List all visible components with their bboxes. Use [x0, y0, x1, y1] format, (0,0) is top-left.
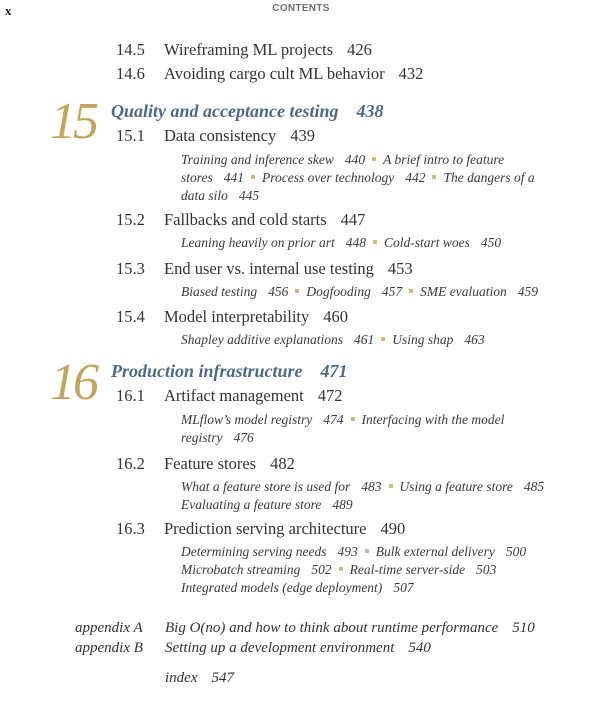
- subsection-title[interactable]: Dogfooding: [306, 284, 371, 299]
- bullet-separator: [381, 337, 385, 341]
- toc-section[interactable]: [116, 307, 348, 327]
- bullet-separator: [373, 240, 377, 244]
- subsection-title[interactable]: Process over technology: [262, 170, 395, 185]
- page-number: 450: [480, 235, 502, 250]
- subsection-title[interactable]: What a feature store is used for: [181, 479, 351, 494]
- toc-section[interactable]: [116, 386, 342, 406]
- chapter-title: Quality and acceptance testing: [111, 101, 339, 121]
- section-number: 16.3: [116, 519, 145, 538]
- page-number: 453: [387, 259, 413, 278]
- bullet-separator: [251, 175, 255, 179]
- page-number: 461: [353, 332, 375, 347]
- section-title: Fallbacks and cold starts: [164, 210, 327, 229]
- section-title: Feature stores: [164, 454, 257, 473]
- bullet-separator: [295, 289, 299, 293]
- page-number: 442: [405, 170, 426, 185]
- page-number: 445: [238, 188, 260, 203]
- subsection-list: [181, 234, 581, 252]
- chapter-title-row[interactable]: [111, 361, 348, 382]
- page-number: 440: [344, 152, 366, 167]
- index-label: index: [165, 670, 198, 686]
- subsection-title[interactable]: Biased testing: [181, 284, 258, 299]
- subsection-list: [181, 151, 551, 205]
- bullet-separator: [389, 484, 393, 488]
- page-number: 438: [356, 101, 384, 121]
- subsection-title[interactable]: The dangers of a data silo: [181, 170, 535, 203]
- chapter-number: 15: [50, 93, 96, 150]
- subsection-title[interactable]: Using shap: [392, 332, 454, 347]
- toc-section[interactable]: [116, 259, 413, 279]
- subsection-title[interactable]: Bulk external delivery: [375, 544, 495, 559]
- page-number: 500: [505, 544, 527, 559]
- page-folio: x: [5, 3, 12, 18]
- page-number: 493: [337, 544, 358, 559]
- page-number: 459: [517, 284, 538, 299]
- page-number: 463: [464, 332, 485, 347]
- page-number: 540: [408, 640, 431, 656]
- subsection-list: [181, 478, 601, 514]
- page-number: 507: [393, 580, 414, 595]
- bullet-separator: [372, 157, 376, 161]
- toc-index[interactable]: [165, 670, 234, 687]
- page-number: 432: [398, 64, 424, 83]
- section-title: Wireframing ML projects: [164, 40, 334, 59]
- subsection-title[interactable]: Evaluating a feature store: [181, 497, 322, 512]
- section-number: 15.1: [116, 126, 145, 145]
- section-title: Avoiding cargo cult ML behavior: [164, 64, 385, 83]
- chapter-number: 16: [50, 354, 96, 411]
- chapter-title: Production infrastructure: [111, 361, 303, 381]
- appendix-title: Big O(no) and how to think about runtime performance: [165, 620, 499, 636]
- page-number: 471: [320, 361, 348, 381]
- subsection-title[interactable]: Determining serving needs: [181, 544, 327, 559]
- page-number: 456: [268, 284, 289, 299]
- appendix-title: Setting up a development environment: [165, 640, 395, 656]
- page-number: 510: [512, 620, 535, 636]
- bullet-separator: [409, 289, 413, 293]
- page-number: 439: [290, 126, 316, 145]
- subsection-title[interactable]: Interfacing with the model registry: [181, 412, 505, 445]
- chapter-title-row[interactable]: [111, 101, 383, 122]
- appendix-label: appendix A: [75, 620, 143, 636]
- toc-section[interactable]: [116, 126, 315, 146]
- subsection-title[interactable]: MLflow’s model registry: [181, 412, 313, 427]
- section-title: Data consistency: [164, 126, 277, 145]
- page-number: 503: [476, 562, 497, 577]
- page-number: 441: [223, 170, 245, 185]
- page-number: 489: [332, 497, 353, 512]
- appendix-label: appendix B: [75, 640, 143, 656]
- bullet-separator: [365, 549, 369, 553]
- page-number: 448: [345, 235, 366, 250]
- page-number: 474: [323, 412, 344, 427]
- toc-section[interactable]: [116, 40, 372, 60]
- toc-section[interactable]: [116, 519, 405, 539]
- bullet-separator: [432, 175, 436, 179]
- running-head: CONTENTS: [272, 3, 330, 14]
- page-number: 472: [317, 386, 343, 405]
- subsection-list: [181, 411, 541, 447]
- toc-section[interactable]: [116, 210, 365, 230]
- page-number: 502: [311, 562, 332, 577]
- section-number: 16.2: [116, 454, 145, 473]
- toc-appendix[interactable]: [75, 640, 431, 657]
- section-number: 15.4: [116, 307, 145, 326]
- subsection-title[interactable]: Integrated models (edge deployment): [181, 580, 383, 595]
- section-number: 15.2: [116, 210, 145, 229]
- page-number: 547: [211, 670, 234, 686]
- subsection-title[interactable]: Leaning heavily on prior art: [181, 235, 335, 250]
- page-number: 447: [340, 210, 366, 229]
- subsection-title[interactable]: Real-time server-side: [349, 562, 466, 577]
- section-number: 16.1: [116, 386, 145, 405]
- section-number: 14.5: [116, 40, 145, 59]
- section-title: Artifact management: [164, 386, 304, 405]
- section-title: Prediction serving architecture: [164, 519, 367, 538]
- subsection-title[interactable]: Using a feature store: [399, 479, 513, 494]
- page-number: 490: [380, 519, 406, 538]
- subsection-title[interactable]: Shapley additive explanations: [181, 332, 343, 347]
- section-title: Model interpretability: [164, 307, 310, 326]
- page-number: 483: [361, 479, 382, 494]
- subsection-title[interactable]: Microbatch streaming: [181, 562, 301, 577]
- section-number: 14.6: [116, 64, 145, 83]
- page-number: 485: [523, 479, 545, 494]
- page-number: 476: [233, 430, 254, 445]
- subsection-title[interactable]: Cold-start woes: [384, 235, 470, 250]
- section-title: End user vs. internal use testing: [164, 259, 374, 278]
- section-number: 15.3: [116, 259, 145, 278]
- subsection-title[interactable]: Training and inference skew: [181, 152, 334, 167]
- bullet-separator: [339, 567, 343, 571]
- page-number: 482: [270, 454, 295, 473]
- subsection-title[interactable]: SME evaluation: [420, 284, 507, 299]
- subsection-list: [181, 283, 601, 301]
- subsection-title[interactable]: A brief intro to feature stores: [181, 152, 505, 185]
- page-number: 457: [381, 284, 403, 299]
- toc-section[interactable]: [116, 454, 295, 474]
- page-number: 460: [323, 307, 349, 326]
- page-number: 426: [347, 40, 372, 59]
- toc-appendix[interactable]: [75, 620, 535, 637]
- toc-section[interactable]: [116, 64, 423, 84]
- subsection-list: [181, 331, 581, 349]
- bullet-separator: [351, 417, 355, 421]
- subsection-list: [181, 543, 601, 597]
